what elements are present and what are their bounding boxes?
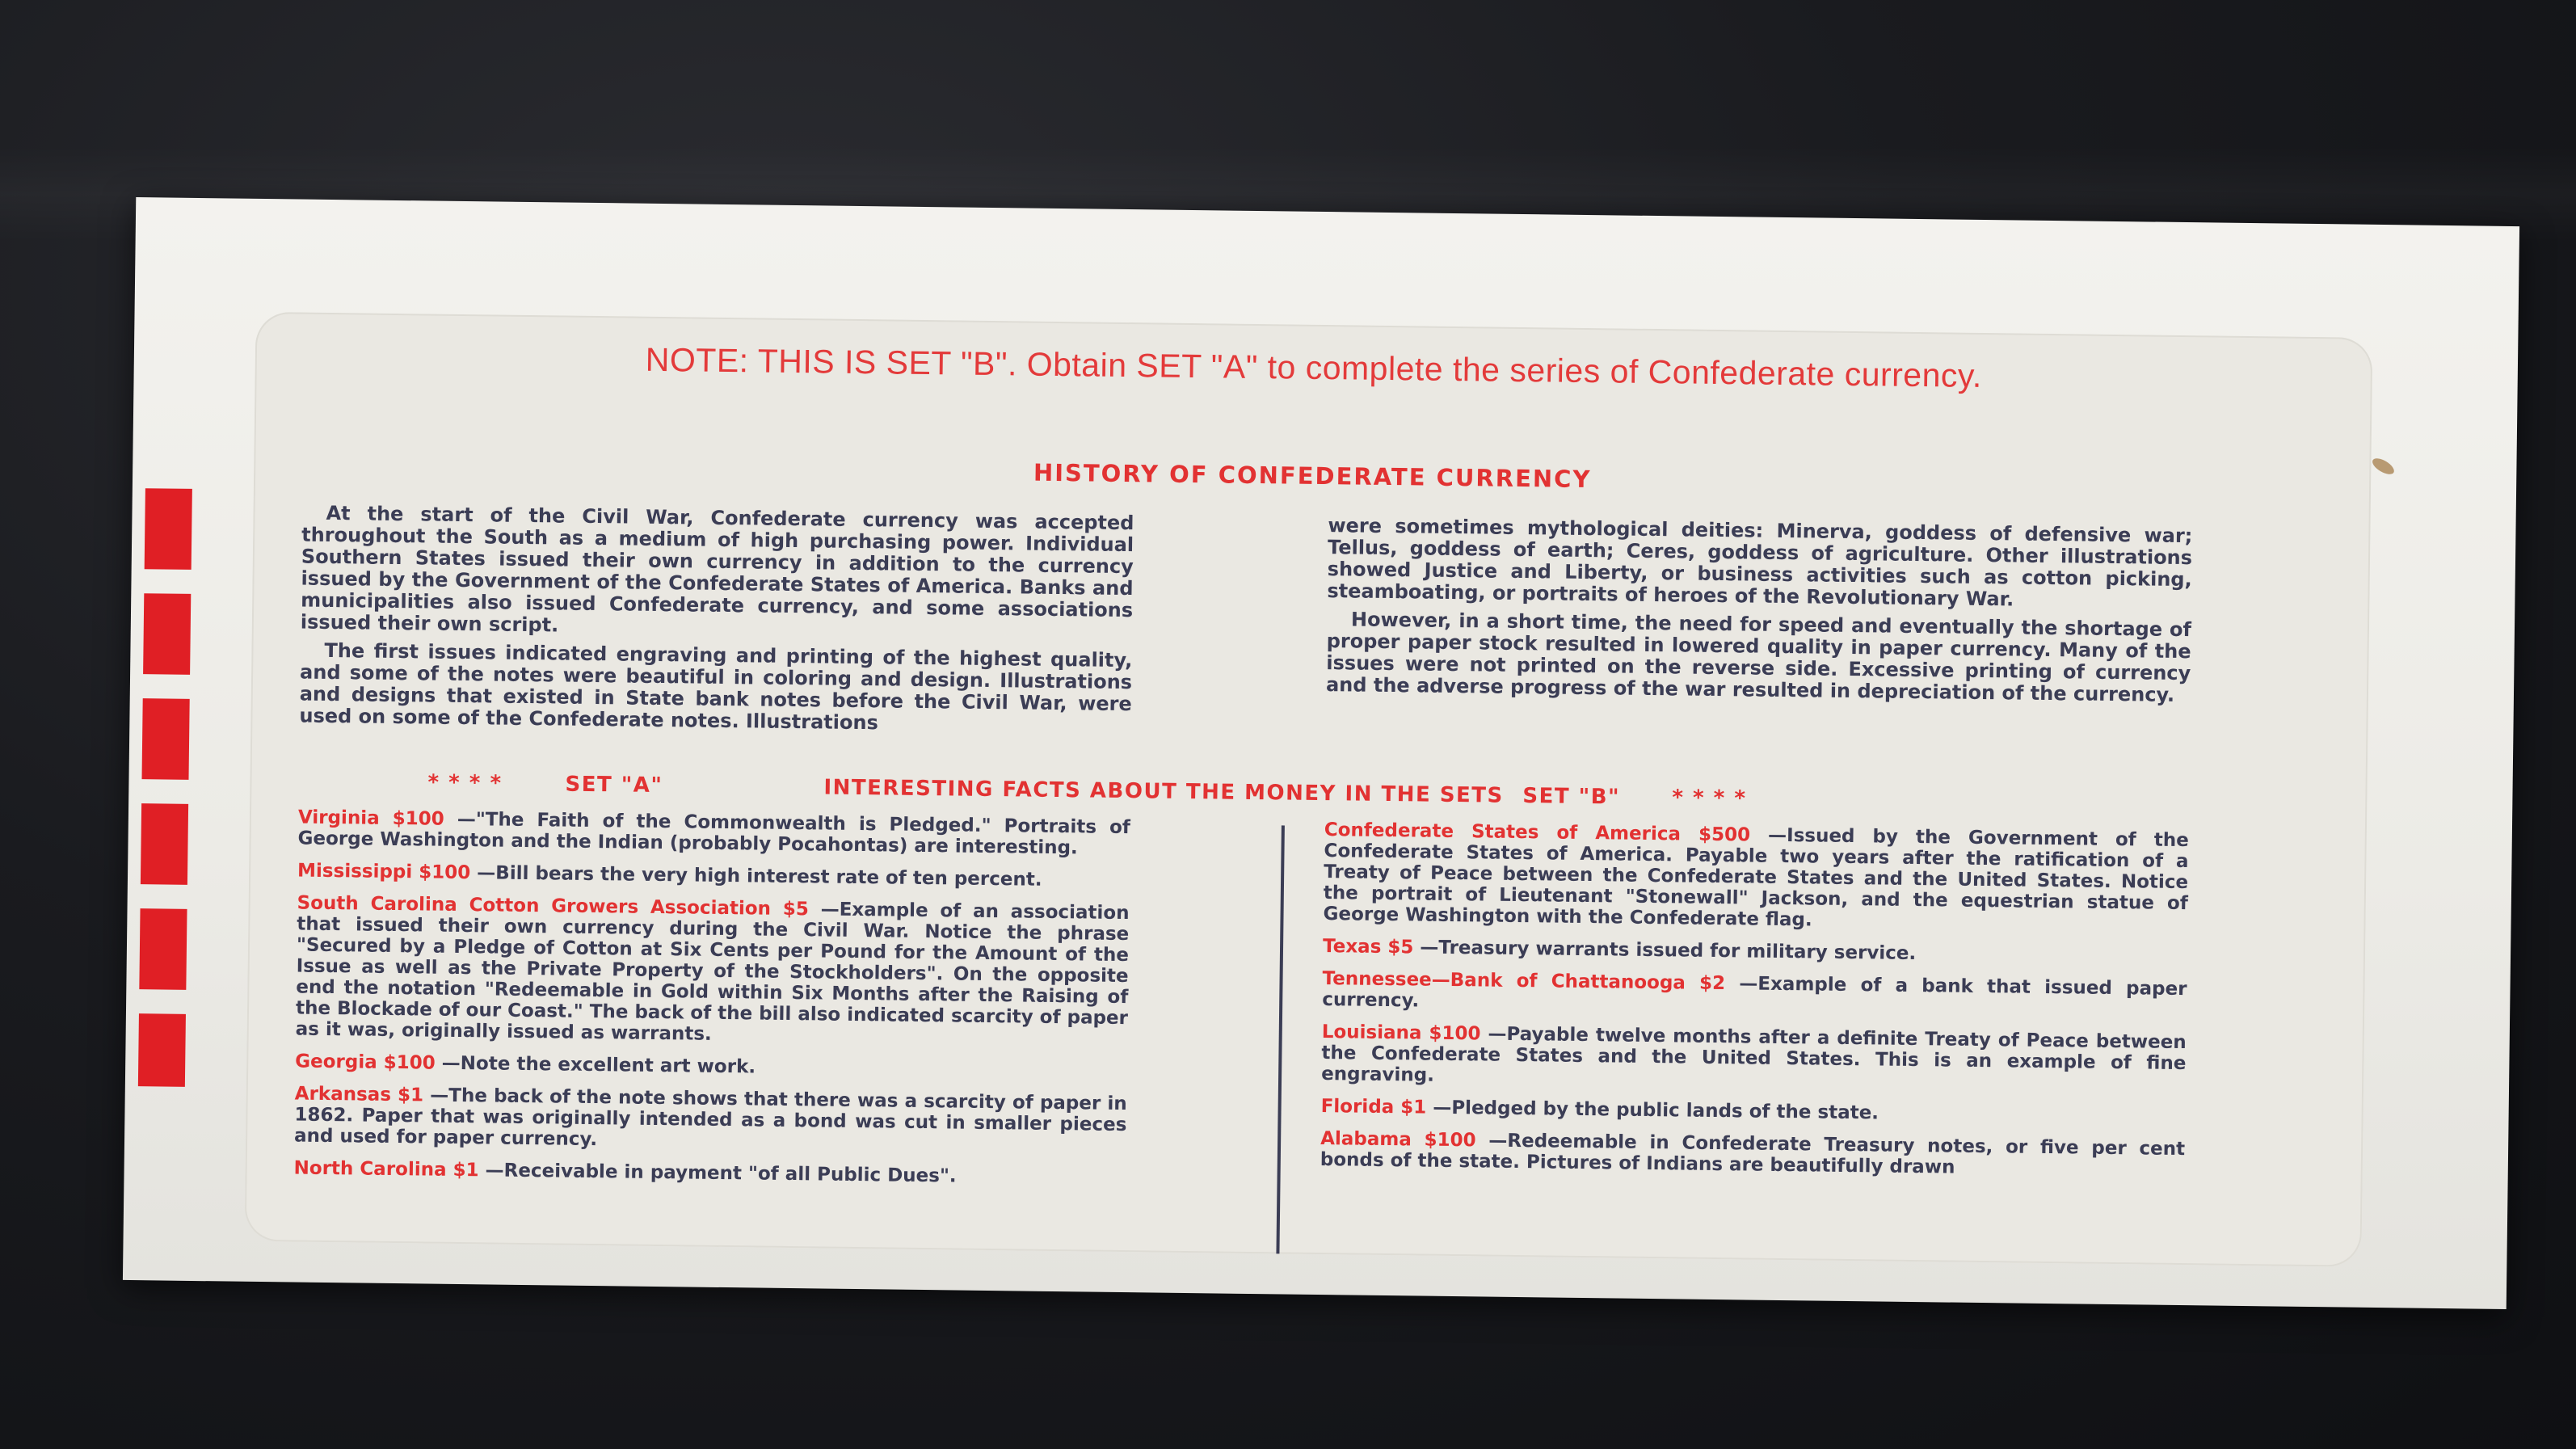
fact-item [1321,1021,2187,1095]
fact-name: Arkansas $1 [294,1083,424,1106]
fact-name: Virginia $100 [297,807,444,830]
fact-name: Alabama $100 [1320,1128,1476,1152]
set-note: NOTE: THIS IS SET "B". Obtain SET "A" to complete the series of Confederate currency. [645,340,1983,394]
facts-header [298,769,1914,816]
fact-item [297,861,1130,892]
history-paragraph: At the start of the Civil War, Confederate currency was accepted throughout the South as a medium of high purchasing power. Individual Southern States issued their own currency in addition to the currency issued by the Government of the Confederate States of America. Banks and municipalities also issued Confederate currency, and some associations issued their own script. [300,501,1134,637]
fact-name: North Carolina $1 [293,1157,479,1182]
history-paragraph: The first issues indicated engraving and printing of the highest quality, and some of the notes were beautiful in coloring and design. Illustrations and designs that existed in State bank notes before the Civil War, were used on some of the Confederate notes. Illustrations [299,638,1133,735]
history-right-column [1326,515,2193,713]
column-divider [1276,825,1284,1253]
set-a-heading: SET "A" [565,772,663,798]
airmail-stripe [139,908,187,990]
history-left-column [299,503,1134,744]
stain-mark [2370,455,2397,477]
fact-name: South Carolina Cotton Growers Association $5 [297,892,809,920]
fact-text: —Example of a bank that issued paper currency. [1322,973,2187,1012]
fact-text: —Pledged by the public lands of the state. [1433,1097,1879,1124]
fact-text: —Example of an association that issued their own currency during the Civil War. Notice the phrase "Secured by a Pledge of Cotton at Six Cents per Pound for the Amount of the Issue as well as the Private Property of the Stockholders". On the opposite end the notation "Redeemable in Gold within Six Months after the Raising of the Blockade of our Coast." The back of the bill also indicated scarcity of paper as it was, originally issued as warrants. [295,899,1130,1045]
stars-left: * * * * [427,770,503,796]
fact-text: —The back of the note shows that there was a scarcity of paper in 1862. Paper that was originally intended as a bond was cut in smaller pieces and used for paper currency. [293,1085,1127,1151]
fact-item [295,1051,1127,1083]
history-title: HISTORY OF CONFEDERATE CURRENCY [1033,458,1592,494]
fact-item [297,807,1130,860]
airmail-stripe [145,488,192,570]
fact-text: —Receivable in payment "of all Public Dues". [485,1160,957,1187]
history-paragraph: However, in a short time, the need for speed and eventually the shortage of proper paper stock resulted in lowered quality in paper currency. Many of the issues were not printed on the reverse side. Excessive printing of currency and the adverse progress of the war resulted in depreciation of the currency. [1325,608,2192,706]
fact-item [1323,936,2187,967]
fact-item [296,893,1130,1051]
fact-item [293,1158,1126,1190]
fact-name: Tennessee—Bank of Chattanooga $2 [1322,968,1726,995]
fact-name: Georgia $100 [295,1051,436,1074]
set-a-column [293,807,1130,1201]
fact-text: —Treasury warrants issued for military service. [1420,937,1917,965]
fact-item [1322,968,2187,1021]
set-b-heading: SET "B" [1522,784,1621,810]
set-b-column [1320,819,2189,1192]
fact-text: —"The Faith of the Commonwealth is Pledged." Portraits of George Washington and the Indian (probably Pocahontas) are interesting. [297,808,1131,859]
airmail-stripe [138,1013,186,1087]
fact-item [1320,1128,2186,1181]
fact-name: Mississippi $100 [297,860,471,884]
fact-text: —Note the excellent art work. [441,1052,756,1078]
airmail-stripe [143,593,191,675]
fact-name: Florida $1 [1320,1096,1427,1118]
airmail-stripe [141,698,189,780]
printed-label [245,312,2373,1267]
fact-item [294,1084,1127,1157]
history-paragraph: were sometimes mythological deities: Minerva, goddess of defensive war; Tellus, goddess of earth; Ceres, goddess of agriculture. Other illustrations showed Justice and Liberty, or business activities such as cotton picking, steamboating, or portraits of heroes of the Revolutionary War. [1327,514,2193,611]
fact-text: —Issued by the Government of the Confederate States of America. Payable two years after the ratification of a Treaty of Peace between the Confederate States and the United States. Notice the portrait of Lieutenant "Stonewall" Jackson, and the equestrian statue of George Washington with the Confederate flag. [1323,824,2189,931]
fact-text: —Payable twelve months after a definite Treaty of Peace between the Confederate States and the United States. This is an example of fine engraving. [1320,1023,2187,1086]
airmail-stripe [141,803,188,885]
fact-item [1321,1096,2186,1127]
fact-name: Louisiana $100 [1321,1021,1481,1045]
fact-name: Confederate States of America $500 [1324,819,1751,846]
facts-title: INTERESTING FACTS ABOUT THE MONEY IN THE SETS [823,775,1504,808]
fact-name: Texas $5 [1322,936,1414,958]
fact-item [1323,819,2189,935]
envelope-back [123,197,2519,1309]
fact-text: —Redeemable in Confederate Treasury notes, or five per cent bonds of the state. Pictures of Indians are beautifully drawn [1320,1130,2186,1178]
fact-text: —Bill bears the very high interest rate of ten percent. [477,862,1042,891]
stars-right: * * * * [1672,786,1747,811]
